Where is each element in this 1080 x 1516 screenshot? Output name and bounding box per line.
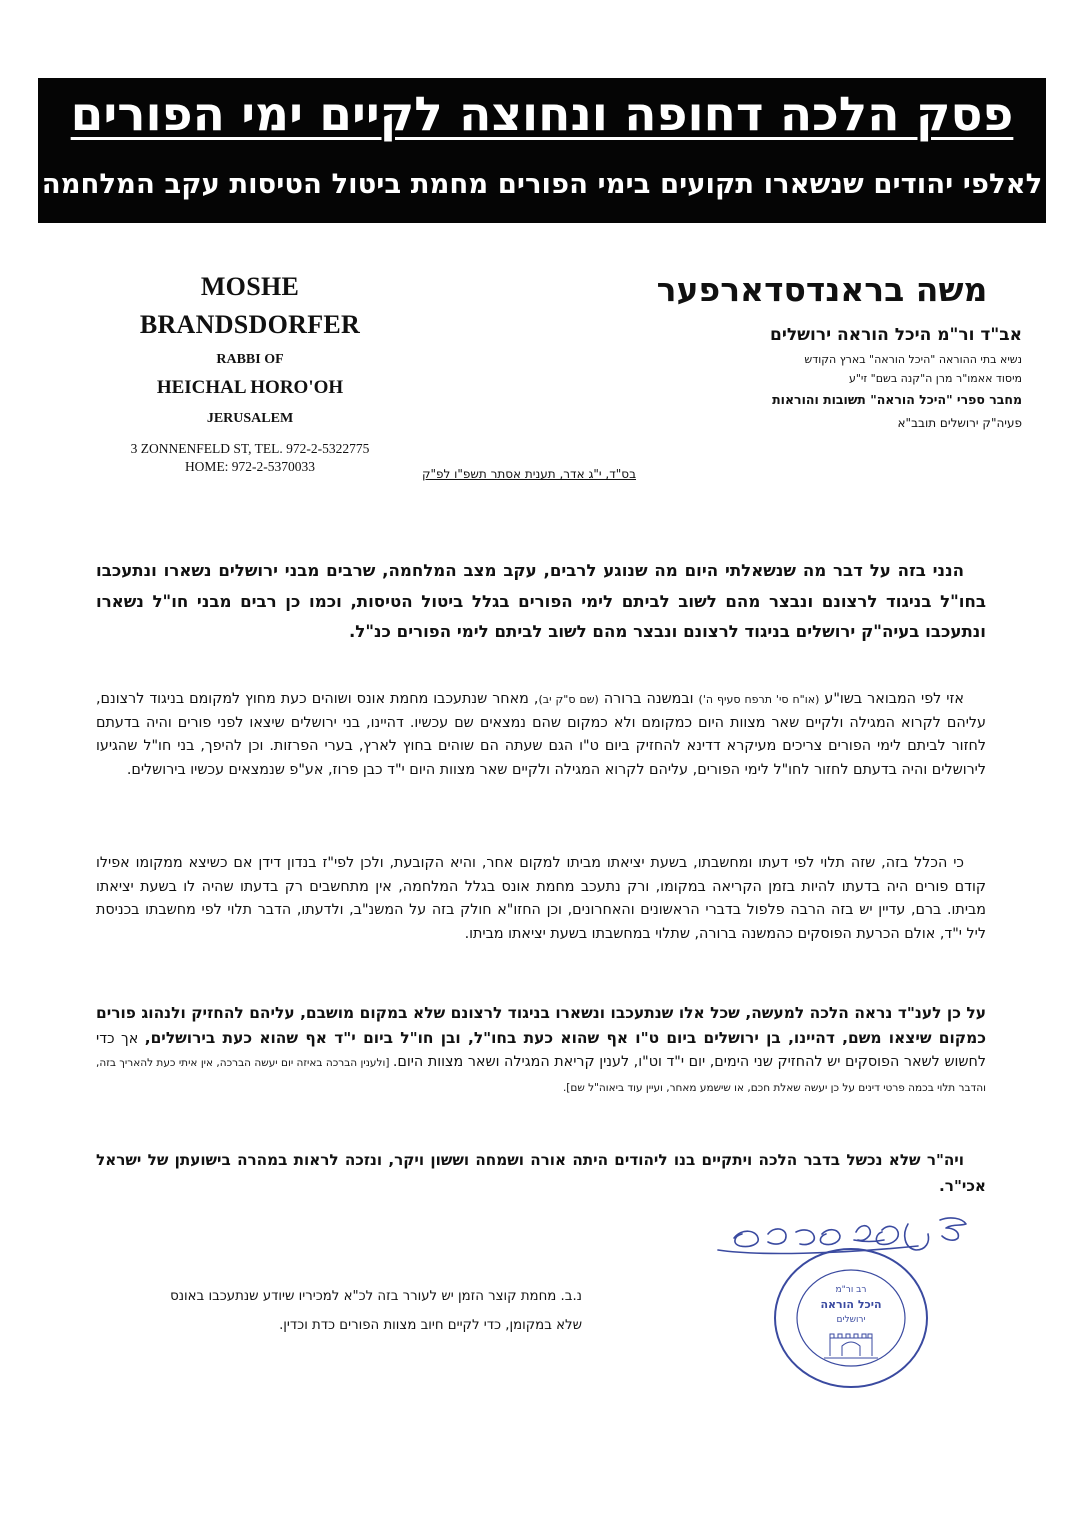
stamp-title: רב ור"מ — [835, 1285, 867, 1295]
paragraph-blessing: ויה"ר שלא נכשל בדבר הלכה ויתקיים בנו ליהודים היתה אורה ושמחה וששון ויקר, ונזכה לראות במהרה בישועתן של ישראל אכי"ר. — [96, 1151, 986, 1195]
letterhead-he-line3: מיסוד אאמו"ר מרן ה"קנה בשם" זי"ע — [848, 372, 1022, 385]
header-banner — [38, 78, 1046, 223]
p2-citation-1: (או"ח סי' תרפח סעיף ה') — [698, 693, 820, 706]
p2-text-b: ובמשנה ברורה — [598, 691, 699, 707]
letterhead-he-line2: נשיא בתי ההוראה "היכל הוראה" בארץ הקודש — [804, 353, 1022, 366]
p2-text-c: , מאחר שנתעכבו מחמת אונס ושוהים כעת מחוץ למקומם בניגוד לרצונם, עליהם לקרוא המגילה ולקיים שאר מצוות היום כמקומם ולא כמקום שהם נמצאים שם עכשיו. דהיינו, בני ירושלים שיצאו לפני פורים והיה בדעתם לחזור לביתם לימי הפורים צריכים מעיקרא דדינא להחזיק ביום ט"ו הגם שעתה הם שוהים בחוץ לארץ, בערי הפרזות. וכן להיפך, בני חו"ל שהגיעו לירושלים והיה בדעתם לחזור לחו"ל לימי הפורים, עליהם לקרוא המגילה ולקיים שאר מצוות היום י"ד כבן פרוז, אע"פ שנמצאים עכשיו בירושלים. — [96, 691, 986, 778]
english-letterhead — [100, 268, 400, 476]
p4-note: [ולענין הברכה באיזה יום יעשה הברכה, אין איתי כעת להאריך בזה, והדבר תלוי בכמה פרטי דינים על כן יעשה שאלת חכם, או שישמע מאחר, ועיין עוד ביאוה"ל שם]. — [96, 1057, 986, 1094]
paragraph-4 — [96, 1002, 986, 1100]
stamp-institution: היכל הוראה — [820, 1298, 882, 1311]
rabbi-name-he: משה בראנדסדארפער — [656, 270, 988, 309]
subheadline: לאלפי יהודים שנשארו תקועים בימי הפורים מחמת ביטול הטיסות עקב המלחמה — [41, 168, 1043, 200]
headline: פסק הלכה דחופה ונחוצה לקיים ימי הפורים — [70, 87, 1014, 142]
city-en: JERUSALEM — [206, 411, 294, 426]
rabbinical-stamp — [772, 1246, 930, 1390]
paragraph-intro: הנני בזה על דבר מה שנשאלתי היום מה שנוגע לרבים, עקב מצב המלחמה, שרבים מבני ירושלים נשארו ונתעכבו בחו"ל בניגוד לרצונם ונבצר מהם לשוב לביתם לימי הפורים בגלל ביטול הטיסות, וכמו כן רבים מבני חו"ל נשארו ונתעכבו בעיה"ק ירושלים בניגוד לרצונם ונבצר מהם לשוב לביתם לימי הפורים כנ"ל. — [96, 561, 986, 641]
institution-en: HEICHAL HORO'OH — [156, 377, 344, 398]
date-line: בס"ד, י"ג אדר, תענית אסתר תשפ"ו לפ"ק — [421, 467, 637, 481]
paragraph-2 — [96, 688, 986, 782]
home-phone-en: HOME: 972-2-5370033 — [184, 459, 316, 474]
paragraph-3: כי הכלל בזה, שזה תלוי לפי דעתו ומחשבתו, בשעת יציאתו מביתו למקום אחר, והיא הקובעת, ולכן לפי"ז בנדון דידן אם כשיצא ממקומו אפילו קודם פורים היה בדעתו להיות בזמן הקריאה במקומו, ורק נתעכב מחמת אונס בגלל המלחמה, אין מתחשבים רק בדעתו שהיה לו בשעת יציאתו מביתו. ברם, עדיין יש בזה הרבה פלפול בדברי הראשונים והאחרונים, וכן החזו"א חולק בזה על המשנ"ב, ולדעתו, הדבר תלוי לפי מחשבתו בכניסת ליל י"ד, אולם הכרעת הפוסקים כהמשנה ברורה, שתלוי במחשבתו בשעת יציאתו מביתו. — [96, 855, 986, 942]
rabbi-title-he: אב"ד ור"מ היכל הוראה ירושלים — [770, 325, 1022, 345]
letterhead-he-line4: מחבר ספרי "היכל הוראה" תשובות והוראות — [772, 392, 1022, 407]
stamp-city: ירושלים — [836, 1315, 866, 1325]
p4-ruling-bold: על כן לענ"ד נראה הלכה למעשה, שכל אלו שנתעכבו ונשארו בניגוד לרצונם שלא במקום מושבם, עליהם להחזיק ולנהוג פורים כמקום שיצאו משם, דהיינו, בן ירושלים ביום ט"ו אף שהוא כעת בחו"ל, ובן חו"ל ביום י"ד אף שהוא כעת בירושלים, — [96, 1004, 986, 1047]
p2-citation-2: (שם ס"ק יב) — [538, 693, 599, 706]
address-en: 3 ZONNENFELD ST, TEL. 972-2-5322775 — [130, 441, 370, 456]
rabbi-title-en: RABBI OF — [216, 352, 284, 367]
hebrew-letterhead — [622, 266, 1022, 434]
stamp-gate-icon — [824, 1334, 878, 1358]
p4-ruling-rest: אך כדי לחשוש לשאר הפוסקים יש להחזיק שני הימים, יום י"ד וט"ו, לענין קריאת המגילה ושאר מצוות היום. — [96, 1030, 986, 1071]
rabbi-name-en: MOSHE BRANDSDORFER — [139, 272, 361, 339]
postscript: נ.ב. מחמת קוצר הזמן יש לעורר בזה לכ"א למכיריו שיודע שנתעכבו באונס שלא במקומן, כדי לקיים חיוב מצוות הפורים כדת וכדין. — [170, 1289, 582, 1333]
letterhead-he-line5: פעיה"ק ירושלים תובב"א — [897, 416, 1022, 430]
p2-text-a: אזי לפי המבואר בשו"ע — [819, 691, 964, 707]
